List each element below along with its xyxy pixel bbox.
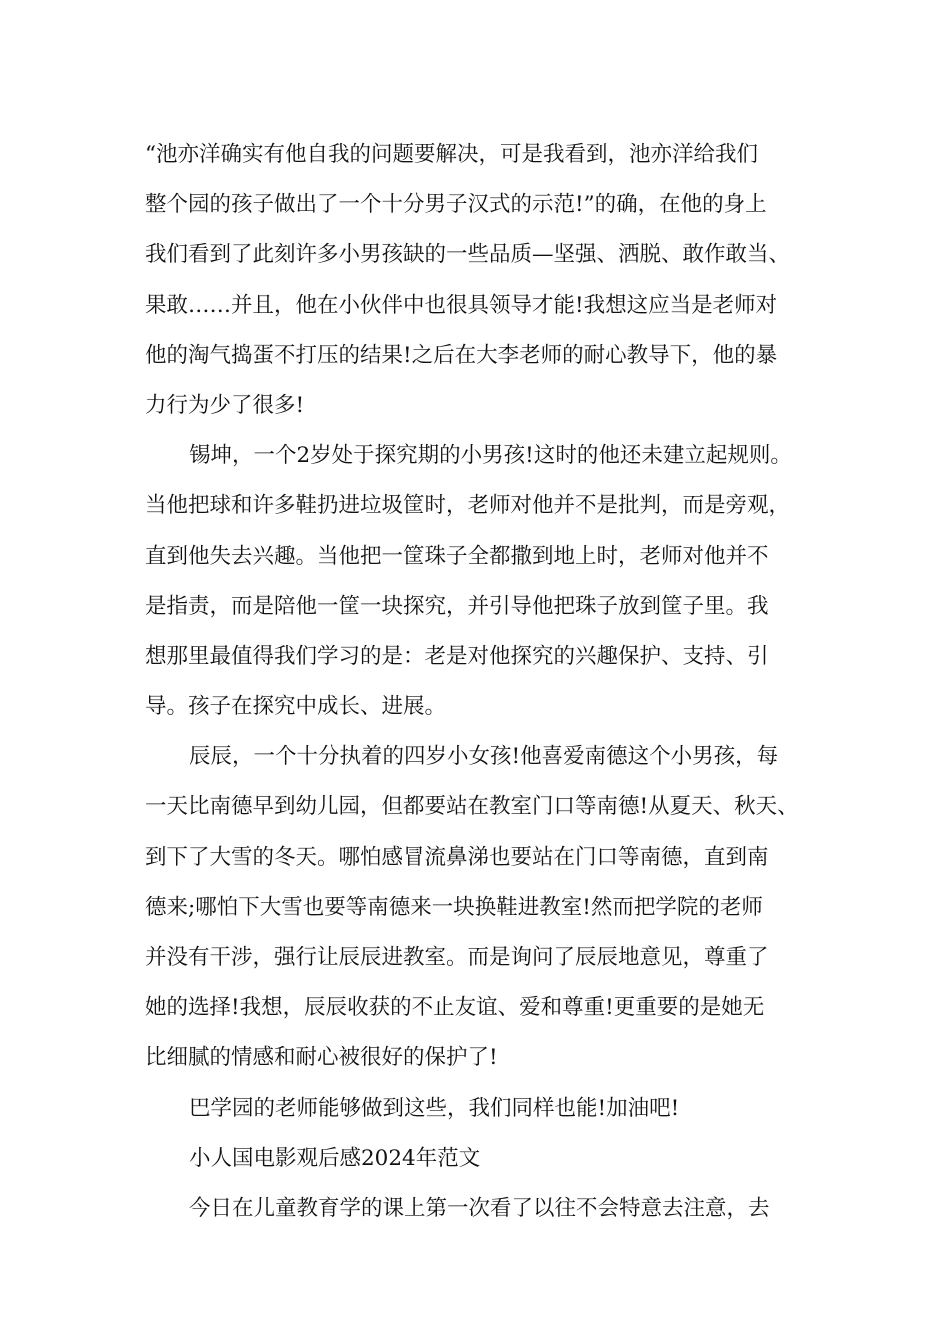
text-line: 果敢……并且，他在小伙伴中也很具领导才能!我想这应当是老师对: [145, 292, 778, 318]
text-line: 到下了大雪的冬天。哪怕感冒流鼻涕也要站在门口等南德，直到南: [145, 844, 769, 870]
paragraph-start-line: 锡坤，一个2岁处于探究期的小男孩!这时的他还未建立起规则。: [189, 443, 792, 469]
text-line: 力行为少了很多!: [145, 392, 305, 418]
paragraph-start-line: 今日在儿童教育学的课上第一次看了以往不会特意去注意，去: [189, 1195, 770, 1221]
paragraph-start-line: 辰辰，一个十分执着的四岁小女孩!他喜爱南德这个小男孩，每: [189, 744, 779, 770]
text-line: 想那里最值得我们学习的是：老是对他探究的兴趣保护、支持、引: [145, 643, 769, 669]
text-line: 比细腻的情感和耐心被很好的保护了!: [145, 1045, 498, 1071]
text-line: 导。孩子在探究中成长、进展。: [145, 694, 447, 720]
text-line: 整个园的孩子做出了一个十分男子汉式的示范!”的确，在他的身上: [145, 192, 767, 218]
text-line: 是指责，而是陪他一筐一块探究，并引导他把珠子放到筐子里。我: [145, 593, 769, 619]
text-line: 当他把球和许多鞋扔进垃圾筐时，老师对他并不是批判，而是旁观，: [145, 493, 791, 519]
text-line: 德来;哪怕下大雪也要等南德来一块换鞋进教室!然而把学院的老师: [145, 894, 763, 920]
text-line: 她的选择!我想，辰辰收获的不止友谊、爱和尊重!更重要的是她无: [145, 995, 765, 1021]
text-line: 并没有干涉，强行让辰辰进教室。而是询问了辰辰地意见，尊重了: [145, 945, 769, 970]
text-line: 直到他失去兴趣。当他把一筐珠子全都撒到地上时，老师对他并不: [145, 543, 769, 569]
text-line: 我们看到了此刻许多小男孩缺的一些品质—坚强、洒脱、敢作敢当、: [145, 242, 791, 268]
text-line: 一天比南德早到幼儿园，但都要站在教室门口等南德!从夏天、秋天、: [145, 794, 799, 820]
document-body: [145, 130, 810, 1234]
paragraph-start-line: 巴学园的老师能够做到这些，我们同样也能!加油吧!: [189, 1095, 680, 1121]
text-line: 他的淘气捣蛋不打压的结果!之后在大李老师的耐心教导下，他的暴: [145, 342, 778, 368]
section-heading: 小人国电影观后感2024年范文: [189, 1145, 481, 1171]
text-line: “池亦洋确实有他自我的问题要解决，可是我看到，池亦洋给我们: [145, 142, 758, 167]
